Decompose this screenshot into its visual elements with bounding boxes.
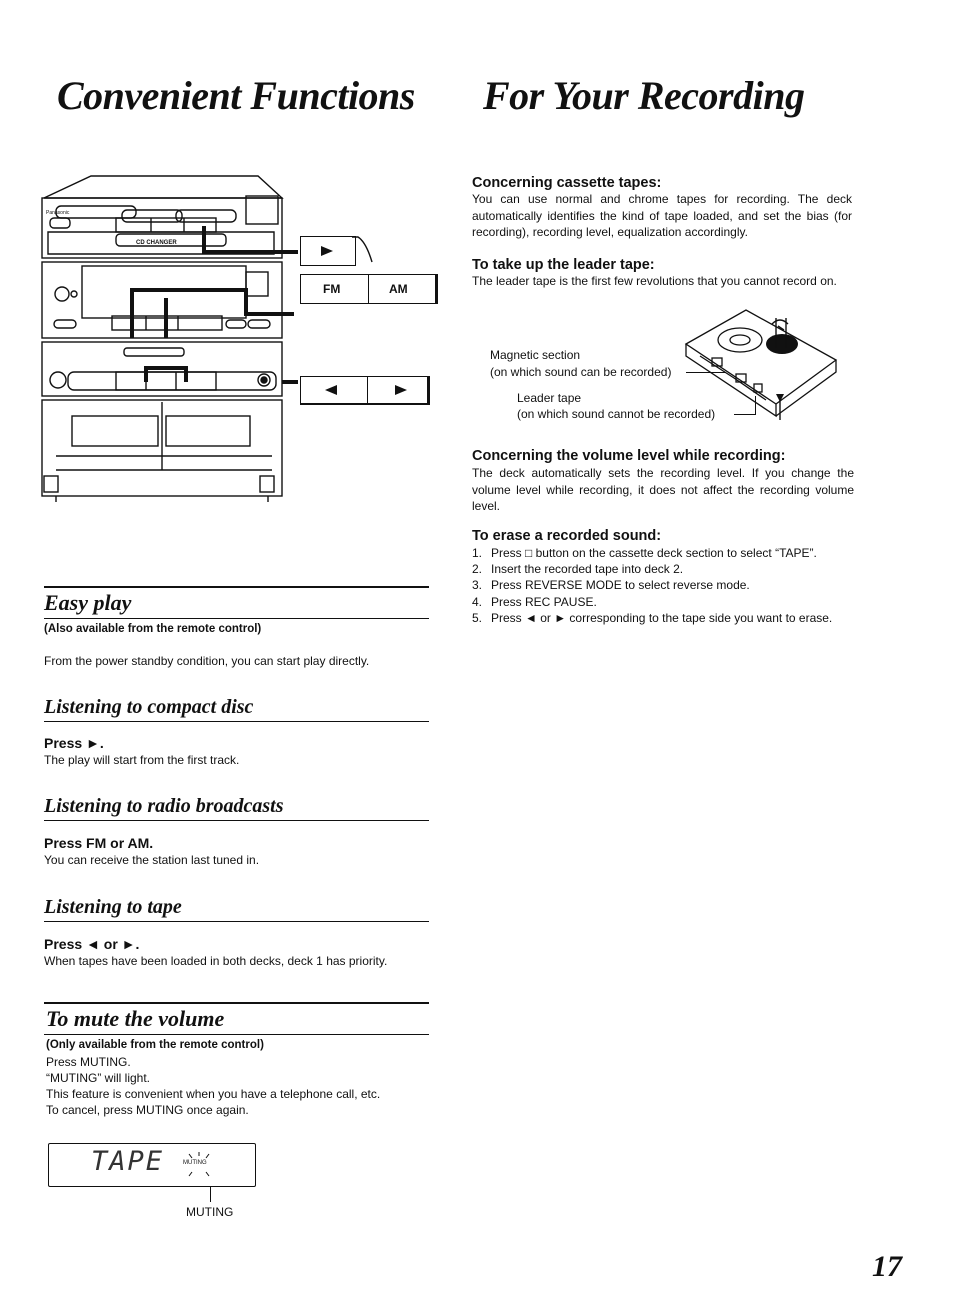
radio-description: You can receive the station last tuned in.	[44, 853, 260, 867]
cassette-heading: Concerning cassette tapes:	[472, 175, 662, 191]
cd-changer-label: CD CHANGER	[136, 240, 177, 246]
title-left: Convenient Functions	[57, 73, 415, 118]
leader-body: The leader tape is the first few revolutions that you cannot record on.	[472, 274, 837, 288]
volume-body: The deck automatically sets the recording level. If you change the volume level while recording, it does not affect the recording volume level.	[472, 466, 854, 513]
radio-press-instruction: Press FM or AM.	[44, 835, 154, 851]
mute-line-4: To cancel, press MUTING once again.	[46, 1103, 249, 1117]
erase-step-1: 1. Press □ button on the cassette deck section to select “TAPE”.	[472, 546, 817, 560]
mute-remote-note: (Only available from the remote control)	[46, 1039, 264, 1051]
display-panel	[48, 1143, 256, 1187]
muting-flash-icon	[179, 1150, 219, 1180]
fm-am-callout	[300, 274, 438, 304]
mute-instructions	[46, 1054, 436, 1118]
tape-press-instruction: Press ◄ or ►.	[44, 936, 140, 952]
cassette-body: You can use normal and chrome tapes for recording. The deck automatically identifies the kind of tape loaded, and set the bias (for recording), recording level, equalization accordingly.	[472, 192, 852, 239]
page-number: 17	[872, 1250, 902, 1283]
play-button-callout	[300, 236, 356, 266]
title-right: For Your Recording	[483, 73, 805, 118]
leader-tape-label: Leader tape	[517, 391, 582, 405]
magnetic-section-label: Magnetic section	[490, 348, 581, 362]
erase-step-2: 2. Insert the recorded tape into deck 2.	[472, 562, 684, 577]
display-muting-indicator: MUTING	[183, 1160, 207, 1166]
tape-section-title: Listening to tape	[44, 896, 182, 918]
cd-section-title: Listening to compact disc	[44, 696, 254, 718]
cd-press-instruction: Press ►.	[44, 735, 104, 751]
play-icon	[301, 237, 355, 265]
easy-play-remote-note: (Also available from the remote control)	[44, 623, 262, 635]
easy-play-intro: From the power standby condition, you can start play directly.	[44, 654, 370, 668]
stereo-system-illustration	[36, 170, 446, 510]
mute-line-3: This feature is convenient when you have a telephone call, etc.	[46, 1087, 381, 1101]
mute-line-2: “MUTING” will light.	[46, 1071, 150, 1085]
play-callout-tail	[352, 236, 376, 268]
am-button-label: AM	[389, 282, 408, 296]
erase-step-5: 5. Press ◄ or ► corresponding to the tape side you want to erase.	[472, 610, 833, 625]
cd-description: The play will start from the first track.	[44, 753, 240, 767]
erase-heading: To erase a recorded sound:	[472, 528, 662, 544]
leader-tape-desc: (on which sound cannot be recorded)	[517, 407, 716, 421]
mute-title: To mute the volume	[46, 1006, 225, 1031]
erase-step-3: 3. Press REVERSE MODE to select reverse mode.	[472, 578, 750, 593]
display-source-text: TAPE	[91, 1146, 165, 1177]
fm-button-label: FM	[323, 282, 341, 296]
magnetic-section-desc: (on which sound can be recorded)	[490, 365, 672, 379]
volume-heading: Concerning the volume level while recording:	[472, 448, 786, 464]
mute-line-1: Press MUTING.	[46, 1055, 131, 1069]
erase-step-4: 4. Press REC PAUSE.	[472, 594, 597, 609]
tape-description: When tapes have been loaded in both decks, deck 1 has priority.	[44, 954, 388, 968]
leader-heading: To take up the leader tape:	[472, 257, 655, 273]
tape-direction-callout	[300, 376, 430, 405]
radio-section-title: Listening to radio broadcasts	[44, 795, 284, 817]
easy-play-title: Easy play	[44, 590, 132, 615]
muting-label: MUTING	[186, 1205, 234, 1219]
svg-text:Panasonic: Panasonic	[46, 210, 70, 216]
forward-play-icon	[393, 383, 409, 397]
reverse-play-icon	[323, 383, 339, 397]
erase-steps-list	[472, 545, 854, 626]
